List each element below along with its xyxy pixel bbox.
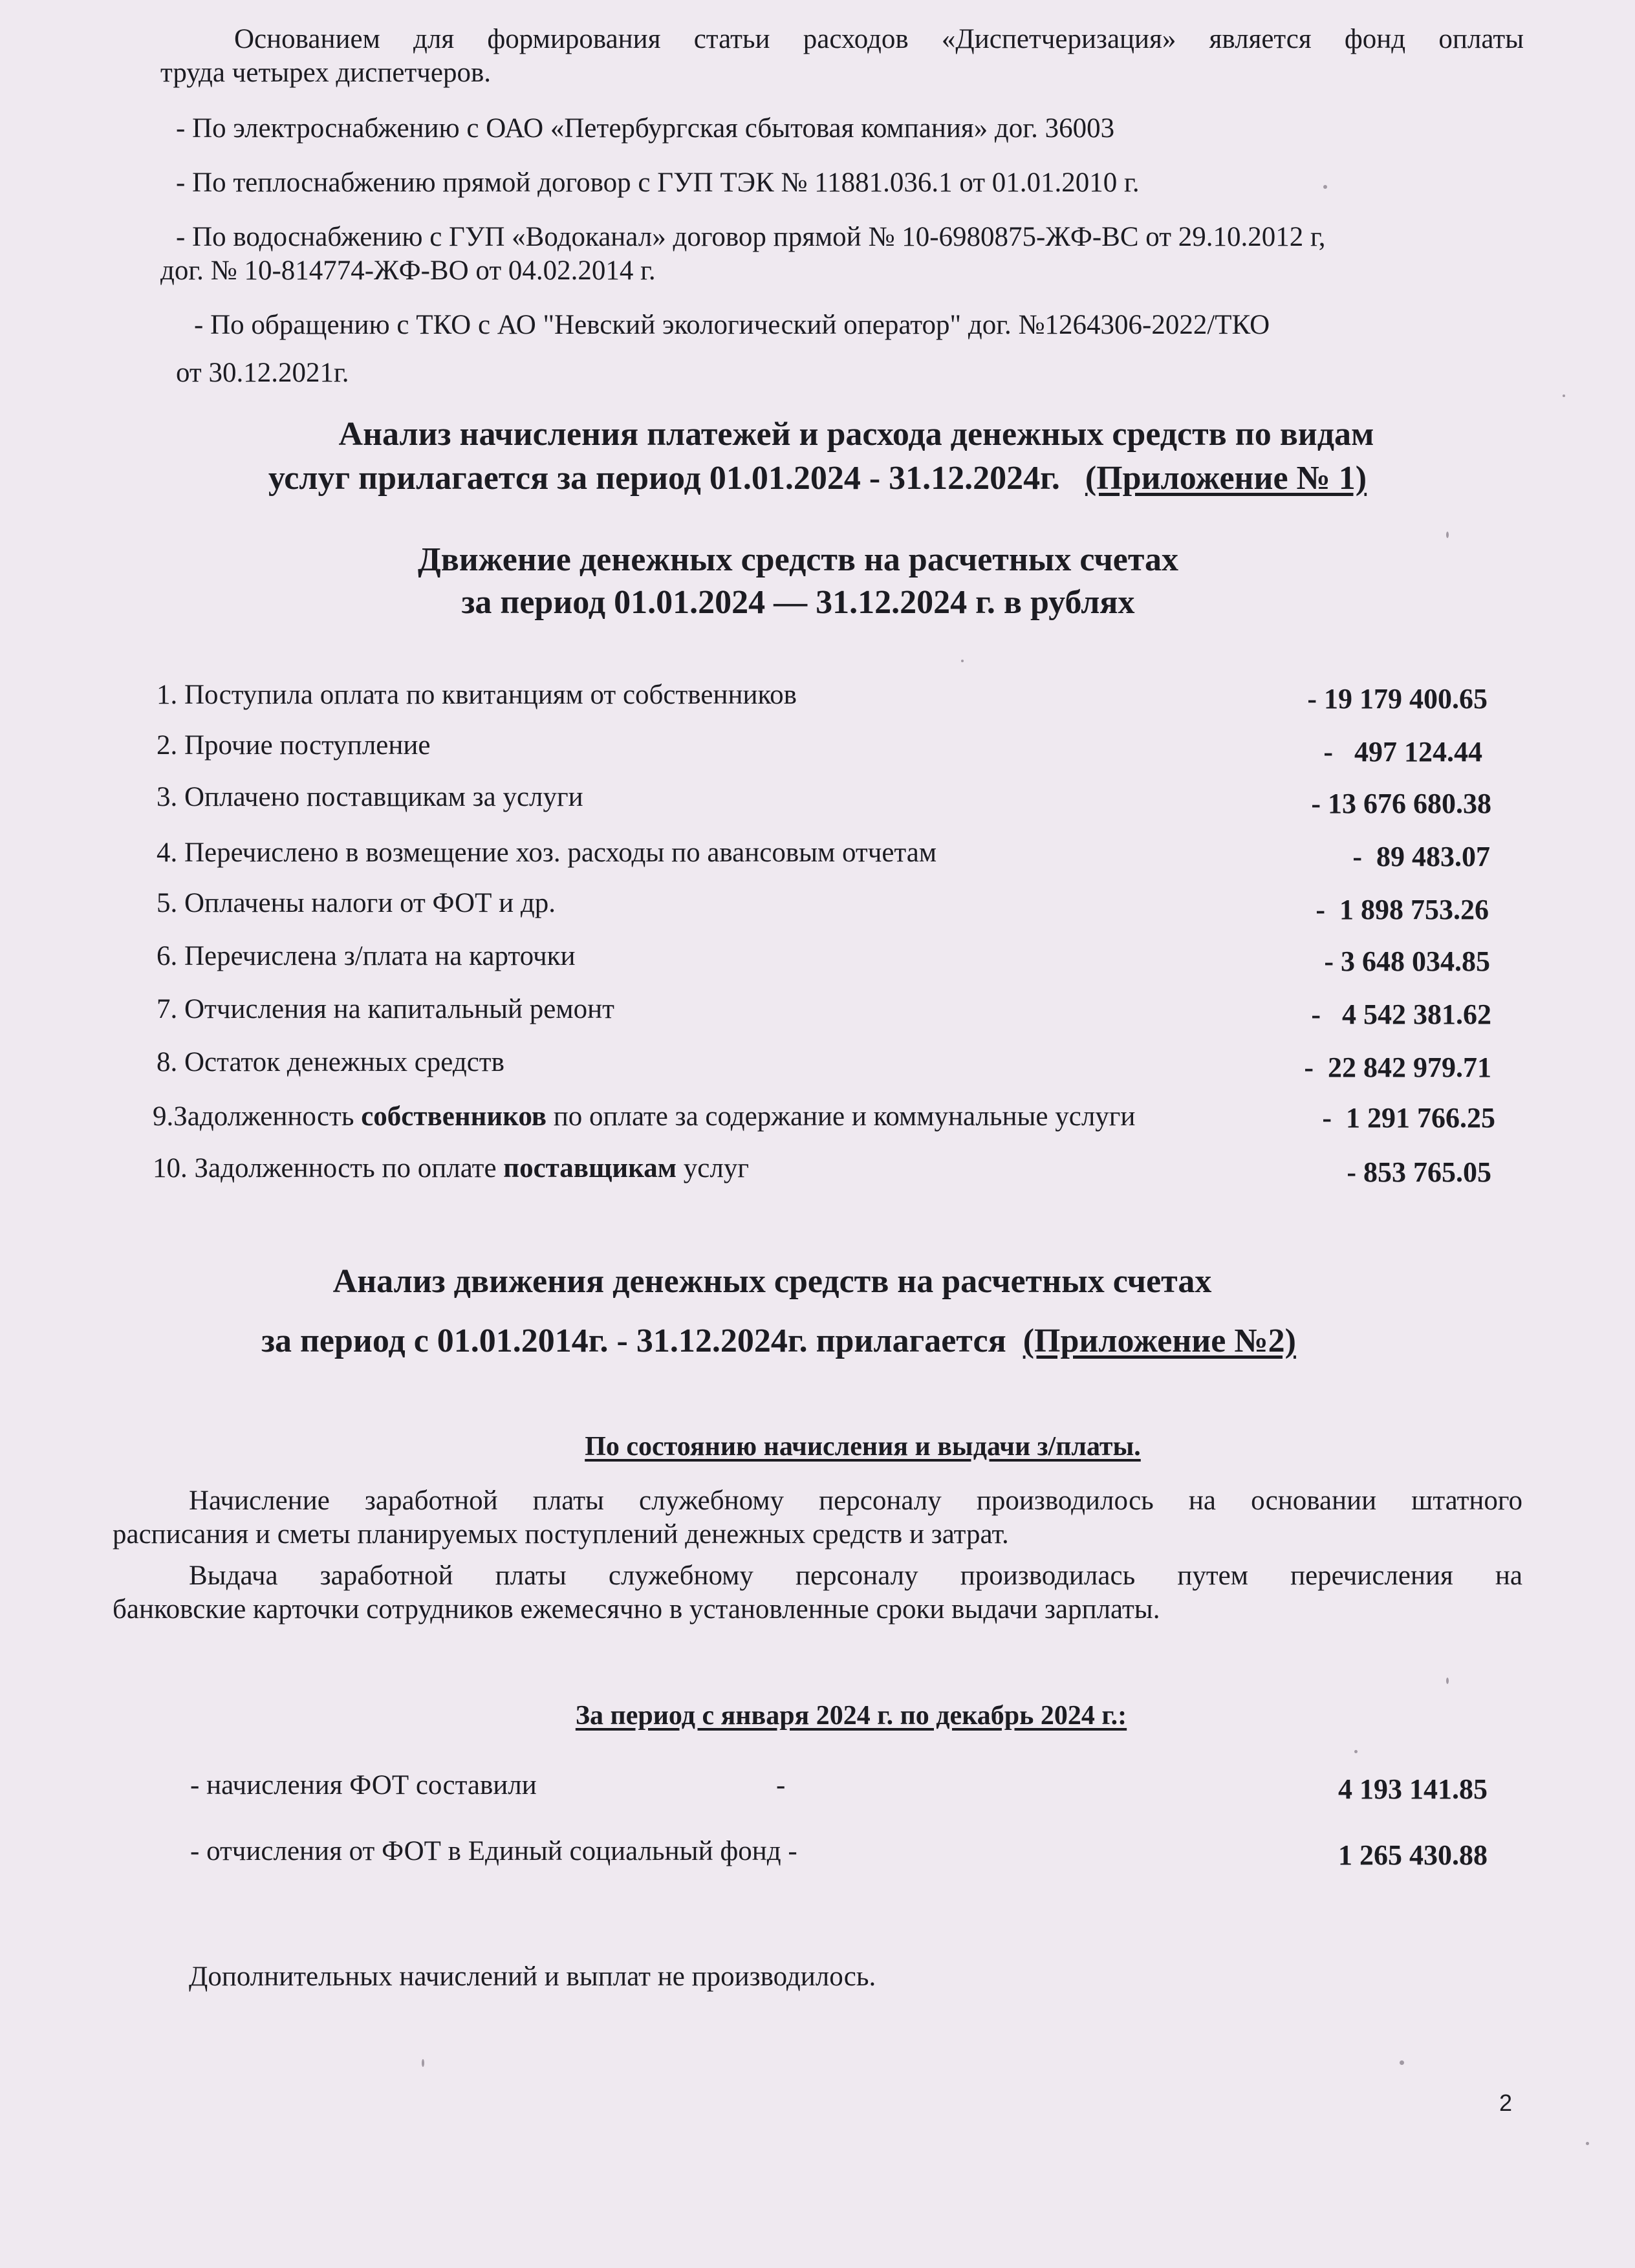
movement-item-label-suffix: услуг xyxy=(677,1153,749,1183)
scan-speck xyxy=(1323,185,1327,189)
scan-speck xyxy=(1354,1750,1358,1753)
salary-para2-line2: банковские карточки сотрудников ежемесячно в установленные сроки выдачи зарплаты. xyxy=(113,1594,1160,1625)
movement-heading-line1: Движение денежных средств на расчетных счетах xyxy=(417,541,1179,578)
movement-item-amount: - 1 291 766.25 xyxy=(1322,1102,1495,1134)
intro-paragraph-line2: труда четырех диспетчеров. xyxy=(160,58,492,88)
scan-speck xyxy=(1586,2142,1589,2145)
appendix-1-link[interactable]: (Приложение № 1) xyxy=(1085,460,1367,497)
waste-contract-line2: от 30.12.2021г. xyxy=(176,358,349,388)
scan-speck xyxy=(1446,532,1449,538)
water-contract-line1: - По водоснабжению с ГУП «Водоканал» договор прямой № 10-6980875-ЖФ-ВС от 29.10.2012 г, xyxy=(176,222,1326,252)
movement-item-amount: - 22 842 979.71 xyxy=(1304,1052,1491,1083)
movement-item-label-bold: собственников xyxy=(361,1101,547,1132)
period-heading: За период с января 2024 г. по декабрь 2024 г.: xyxy=(575,1701,1127,1731)
movement-item-amount: - 853 765.05 xyxy=(1347,1156,1491,1188)
movement-item-amount: - 1 898 753.26 xyxy=(1316,894,1489,925)
water-contract-line2: дог. № 10-814774-ЖФ-ВО от 04.02.2014 г. xyxy=(160,255,656,286)
waste-contract-line1: - По обращению с ТКО с АО "Невский экологический оператор" дог. №1264306-2022/ТКО xyxy=(194,310,1270,340)
movement-item-amount: - 19 179 400.65 xyxy=(1307,683,1488,715)
scan-speck xyxy=(1563,394,1565,397)
movement-item-label xyxy=(153,1099,1135,1134)
movement-item-label-prefix: 9.Задолженность xyxy=(153,1101,362,1132)
period-item-label: - отчисления от ФОТ в Единый социальный фонд - xyxy=(190,1836,797,1866)
movement-item-label xyxy=(153,1151,749,1186)
period-item-amount: 4 193 141.85 xyxy=(1338,1773,1488,1805)
movement-item-label: 7. Отчисления на капитальный ремонт xyxy=(157,994,614,1024)
movement-item-label-prefix: 10. Задолженность по оплате xyxy=(153,1153,504,1183)
analysis2-heading-line2 xyxy=(0,1321,1596,1362)
analysis-heading-line1: Анализ начисления платежей и расхода денежных средств по видам xyxy=(338,416,1374,453)
movement-item-amount: - 89 483.07 xyxy=(1352,841,1490,872)
scan-speck xyxy=(1400,2060,1404,2065)
movement-item-label: 1. Поступила оплата по квитанциям от собственников xyxy=(157,680,797,710)
movement-item-amount: - 3 648 034.85 xyxy=(1324,945,1490,977)
movement-item-amount: - 13 676 680.38 xyxy=(1311,788,1491,819)
movement-item-amount: - 4 542 381.62 xyxy=(1311,999,1491,1030)
salary-heading: По состоянию начисления и выдачи з/платы. xyxy=(585,1432,1141,1462)
heating-contract: - По теплоснабжению прямой договор с ГУП ТЭК № 11881.036.1 от 01.01.2010 г. xyxy=(176,167,1140,198)
analysis-heading-period: услуг прилагается за период 01.01.2024 - 31.12.2024г. xyxy=(268,460,1060,497)
movement-item-amount: - 497 124.44 xyxy=(1323,736,1482,768)
period-item-amount: 1 265 430.88 xyxy=(1338,1839,1488,1871)
page-number: 2 xyxy=(1499,2090,1513,2116)
intro-paragraph-line1: Основанием для формирования статьи расходов «Диспетчеризация» является фонд оплаты xyxy=(234,24,1524,54)
scan-speck xyxy=(1446,1678,1449,1684)
closing-statement: Дополнительных начислений и выплат не производилось. xyxy=(189,1961,876,1992)
movement-item-label: 6. Перечислена з/плата на карточки xyxy=(157,941,576,971)
salary-para1-line1: Начисление заработной платы служебному персоналу производилось на основании штатного xyxy=(189,1485,1522,1516)
movement-item-label-suffix: по оплате за содержание и коммунальные услуги xyxy=(547,1101,1136,1132)
analysis2-heading-line1: Анализ движения денежных средств на расчетных счетах xyxy=(332,1263,1212,1300)
analysis-heading-line2 xyxy=(0,458,1635,499)
movement-item-label: 2. Прочие поступление xyxy=(157,730,431,761)
salary-para1-line2: расписания и сметы планируемых поступлений денежных средств и затрат. xyxy=(113,1519,1009,1550)
movement-heading-line2: за период 01.01.2024 — 31.12.2024 г. в рублях xyxy=(461,584,1135,621)
movement-item-label: 8. Остаток денежных средств xyxy=(157,1047,504,1077)
movement-item-label-bold: поставщикам xyxy=(503,1153,677,1183)
scan-speck xyxy=(961,660,964,662)
scan-speck xyxy=(422,2059,424,2067)
movement-item-label: 5. Оплачены налоги от ФОТ и др. xyxy=(157,888,556,918)
salary-para2-line1: Выдача заработной платы служебному персоналу производилась путем перечисления на xyxy=(189,1561,1522,1591)
movement-item-label: 3. Оплачено поставщикам за услуги xyxy=(157,782,583,812)
analysis2-heading-period: за период с 01.01.2014г. - 31.12.2024г. прилагается xyxy=(261,1323,1006,1359)
period-item-label: - начисления ФОТ составили xyxy=(190,1770,537,1800)
period-item-dash: - xyxy=(776,1770,786,1800)
electricity-contract: - По электроснабжению с ОАО «Петербургская сбытовая компания» дог. 36003 xyxy=(176,113,1115,144)
appendix-2-link[interactable]: (Приложение №2) xyxy=(1023,1323,1296,1359)
movement-item-label: 4. Перечислено в возмещение хоз. расходы по авансовым отчетам xyxy=(157,837,937,868)
